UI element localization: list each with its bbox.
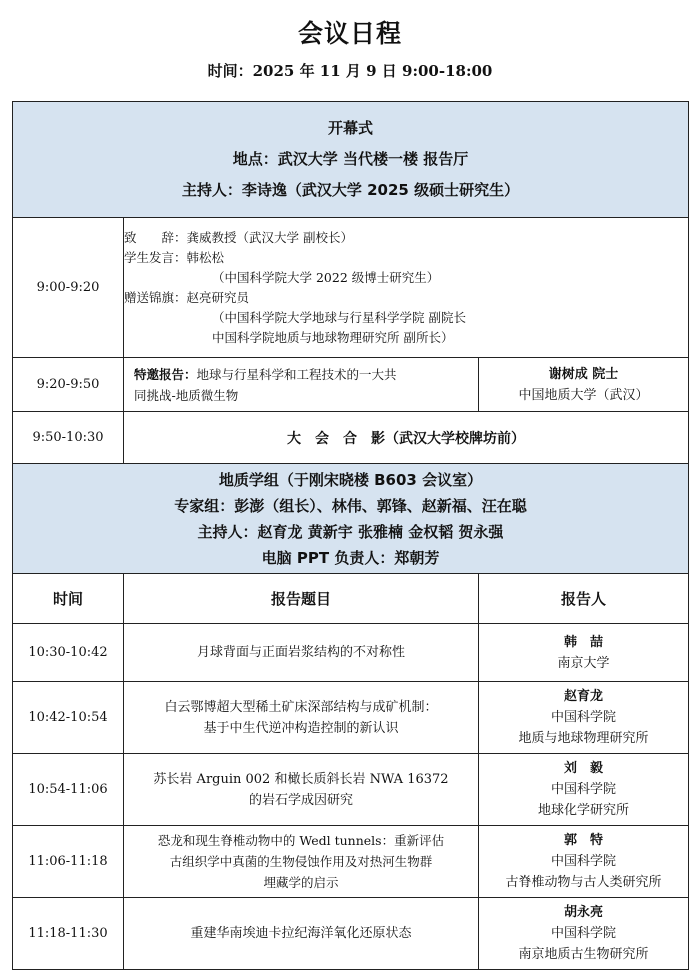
keynote-row — [13, 358, 689, 412]
table-row — [13, 826, 689, 898]
opening-host: 主持人：李诗逸（武汉大学 2025 级硕士研究生） — [181, 181, 520, 199]
talk-topic-line: 月球背面与正面岩浆结构的不对称性 — [196, 645, 405, 660]
group-hosts: 主持人：赵育龙 黄新宇 张雅楠 金权韬 贺永强 — [197, 522, 504, 541]
talk-affiliation: 古脊椎动物与古人类研究所 — [505, 875, 662, 890]
talk-affiliation: 中国科学院 — [550, 710, 616, 725]
talk-topic-line: 基于中生代逆冲构造控制的新认识 — [203, 720, 399, 736]
talk-topic-line: 白云鄂博超大型稀土矿床深部结构与成矿机制： — [164, 699, 438, 715]
opening-location: 地点：武汉大学 当代楼一楼 报告厅 — [232, 150, 469, 168]
talk-speaker: 韩 喆 — [563, 634, 603, 650]
talk-affiliation: 中国科学院 — [550, 926, 616, 941]
talk-speaker-cell — [479, 898, 689, 970]
opening-header — [13, 102, 689, 218]
talk-topic-line: 恐龙和现生脊椎动物中的 Wedl tunnels：重新评估 — [157, 833, 445, 848]
talk-speaker: 郭 特 — [563, 833, 603, 848]
keynote-affiliation: 中国地质大学（武汉） — [518, 387, 649, 403]
keynote-topic — [124, 358, 479, 412]
schedule-date: 时间：2025 年 11 月 9 日 9:00-18:00 — [207, 62, 493, 80]
table-header-row — [13, 574, 689, 624]
photo-row — [13, 412, 689, 464]
photo-text: 大 会 合 影（武汉大学校牌坊前） — [124, 412, 689, 464]
table-row — [13, 754, 689, 826]
talk-topic-line: 的岩石学成因研究 — [248, 792, 353, 808]
talk-speaker-cell — [479, 624, 689, 682]
talk-topic — [124, 826, 479, 898]
group-section — [13, 464, 689, 574]
talk-topic-line: 重建华南埃迪卡拉纪海洋氧化还原状态 — [190, 926, 412, 941]
group-name: 地质学组（于刚宋晓楼 B603 会议室） — [218, 470, 483, 489]
talk-time: 11:18-11:30 — [13, 898, 124, 970]
talk-speaker-cell — [479, 682, 689, 754]
talk-topic — [124, 898, 479, 970]
schedule-table — [12, 101, 689, 970]
table-row — [13, 682, 689, 754]
talk-speaker: 赵育龙 — [563, 689, 603, 704]
table-row — [13, 898, 689, 970]
session-content — [124, 218, 689, 358]
keynote-label: 特邀报告： — [134, 366, 197, 382]
header-speaker: 报告人 — [479, 574, 689, 624]
talk-topic-line: 古组织学中真菌的生物侵蚀作用及对热河生物群 — [169, 854, 433, 869]
session-time: 9:00-9:20 — [13, 218, 124, 358]
talk-speaker: 刘 毅 — [563, 761, 603, 776]
talk-speaker-cell — [479, 826, 689, 898]
keynote-speaker-cell — [479, 358, 689, 412]
header-topic: 报告题目 — [124, 574, 479, 624]
talk-affiliation: 南京地质古生物研究所 — [518, 947, 649, 962]
student-speech-line: 学生发言：韩松松 — [124, 249, 225, 265]
talk-topic — [124, 754, 479, 826]
address-line: 致 辞：龚威教授（武汉大学 副校长） — [124, 229, 353, 245]
student-affiliation-line: （中国科学院大学 2022 级博士研究生） — [212, 269, 440, 285]
talk-topic — [124, 682, 479, 754]
keynote-speaker: 谢树成 院士 — [548, 366, 619, 382]
talk-time: 10:30-10:42 — [13, 624, 124, 682]
talk-affiliation: 地球化学研究所 — [537, 803, 629, 818]
opening-section — [13, 102, 689, 218]
talk-affiliation: 中国科学院 — [550, 782, 616, 797]
group-experts: 专家组：彭澎（组长）、林伟、郭锋、赵新福、汪在聪 — [174, 496, 527, 515]
banner-line: 赠送锦旗：赵亮研究员 — [124, 289, 250, 305]
keynote-time: 9:20-9:50 — [13, 358, 124, 412]
talk-speaker: 胡永亮 — [563, 905, 603, 920]
talk-speaker-cell — [479, 754, 689, 826]
talk-topic — [124, 624, 479, 682]
header-time: 时间 — [13, 574, 124, 624]
talk-affiliation: 中国科学院 — [550, 854, 616, 869]
session-row — [13, 218, 689, 358]
keynote-topic-line-1: 地球与行星科学和工程技术的一大共 — [196, 366, 397, 382]
talk-time: 10:42-10:54 — [13, 682, 124, 754]
talk-topic-line: 苏长岩 Arguin 002 和橄长质斜长岩 NWA 16372 — [153, 771, 449, 787]
banner-affiliation-line-1: （中国科学院大学地球与行星科学学院 副院长 — [212, 309, 466, 325]
talk-topic-line: 埋藏学的启示 — [263, 875, 339, 890]
opening-name: 开幕式 — [327, 119, 373, 137]
talk-time: 10:54-11:06 — [13, 754, 124, 826]
photo-time: 9:50-10:30 — [13, 412, 124, 464]
group-header — [13, 464, 689, 574]
group-ppt: 电脑 PPT 负责人：郑朝芳 — [261, 548, 440, 567]
talk-affiliation: 地质与地球物理研究所 — [518, 731, 649, 746]
talk-time: 11:06-11:18 — [13, 826, 124, 898]
banner-affiliation-line-2: 中国科学院地质与地球物理研究所 副所长） — [212, 329, 454, 345]
table-row — [13, 624, 689, 682]
talk-affiliation: 南京大学 — [557, 655, 610, 671]
keynote-topic-line-2: 同挑战-地质微生物 — [134, 387, 239, 403]
page-title: 会议日程 — [297, 19, 402, 48]
